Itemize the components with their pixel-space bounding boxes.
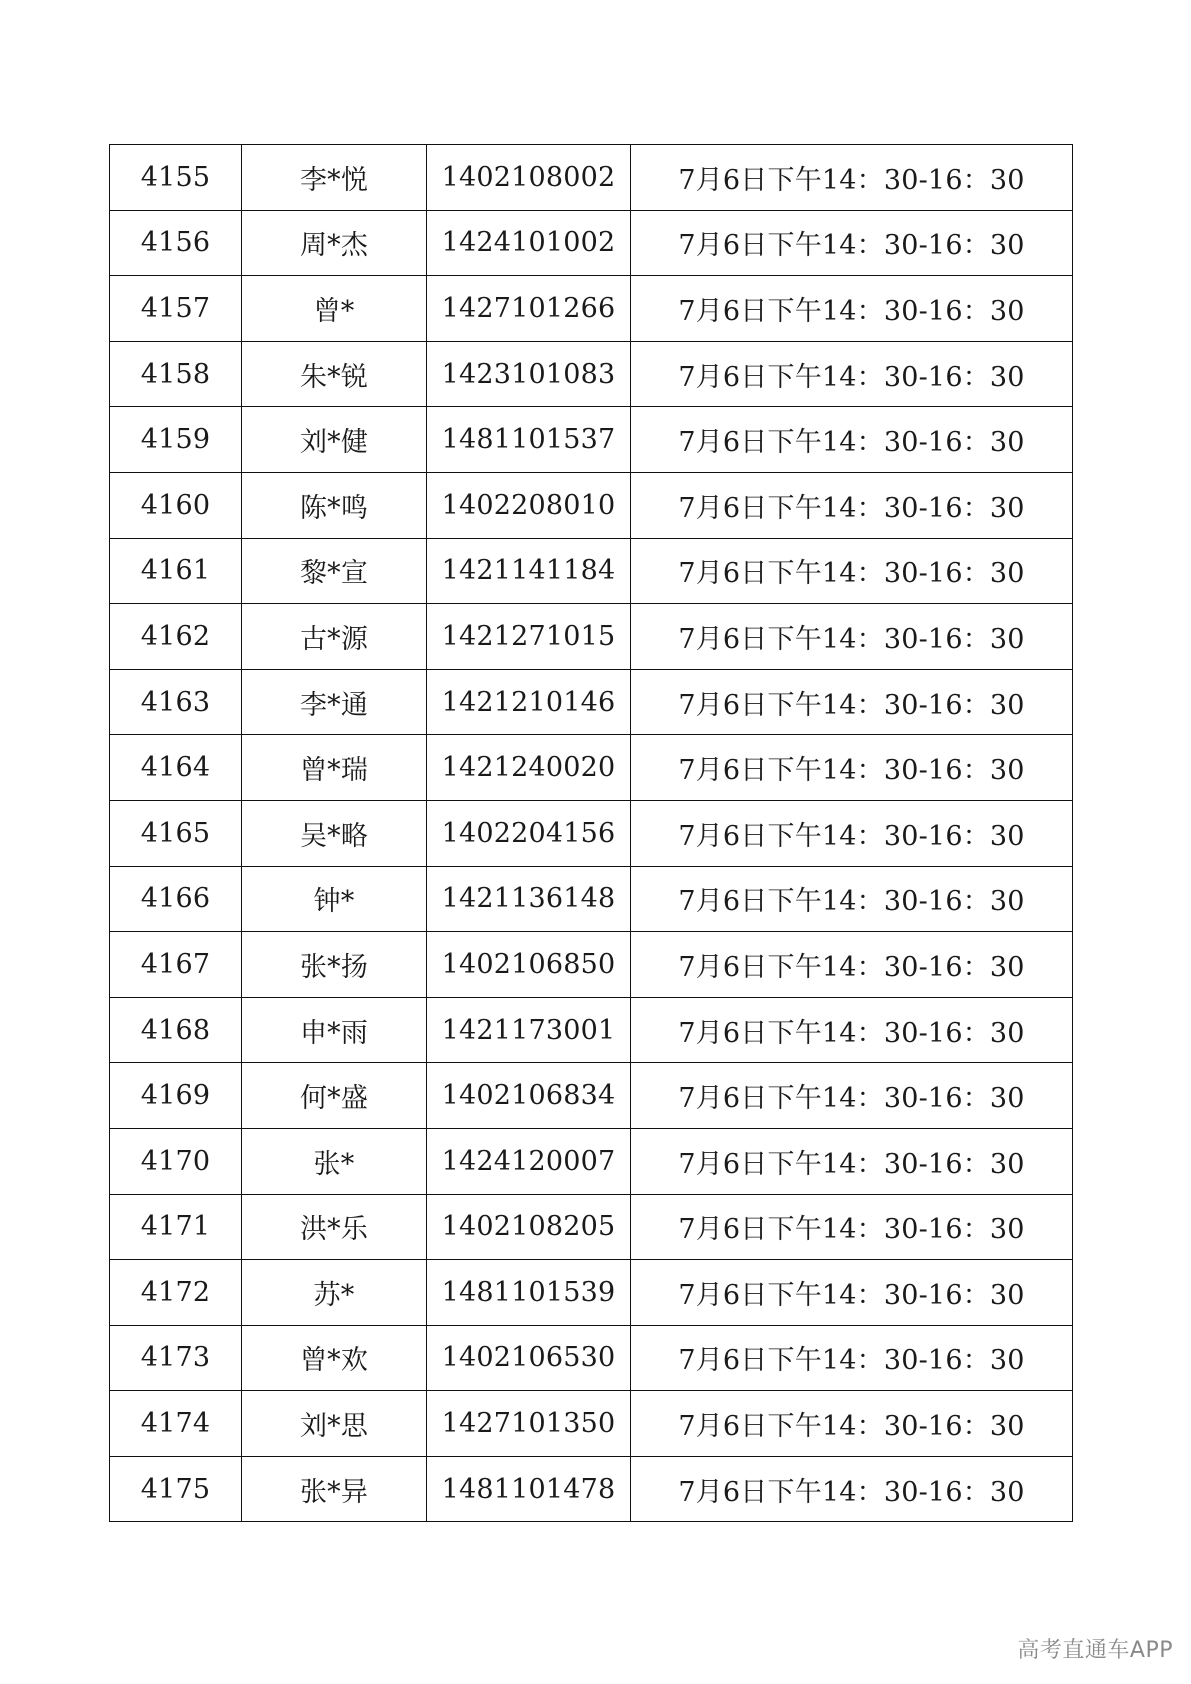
id-number-cell: 1402106850: [427, 932, 631, 998]
time-slot-cell: 7月6日下午14：30-16：30: [631, 1063, 1073, 1129]
id-number-cell: 1481101478: [427, 1456, 631, 1522]
seq-number-cell: 4167: [110, 932, 242, 998]
table-row: [110, 538, 1073, 604]
time-slot-cell: 7月6日下午14：30-16：30: [631, 145, 1073, 211]
id-number-cell: 1481101539: [427, 1260, 631, 1326]
seq-number-cell: 4168: [110, 997, 242, 1063]
table-row: [110, 276, 1073, 342]
time-slot-cell: 7月6日下午14：30-16：30: [631, 932, 1073, 998]
seq-number-cell: 4163: [110, 669, 242, 735]
table-row: [110, 1260, 1073, 1326]
name-cell: 曾*欢: [242, 1325, 427, 1391]
seq-number-cell: 4172: [110, 1260, 242, 1326]
time-slot-cell: 7月6日下午14：30-16：30: [631, 407, 1073, 473]
table-row: [110, 997, 1073, 1063]
table-row: [110, 145, 1073, 211]
time-slot-cell: 7月6日下午14：30-16：30: [631, 1456, 1073, 1522]
time-slot-cell: 7月6日下午14：30-16：30: [631, 341, 1073, 407]
name-cell: 李*悦: [242, 145, 427, 211]
table-row: [110, 1128, 1073, 1194]
time-slot-cell: 7月6日下午14：30-16：30: [631, 866, 1073, 932]
seq-number-cell: 4170: [110, 1128, 242, 1194]
name-cell: 刘*思: [242, 1391, 427, 1457]
seq-number-cell: 4160: [110, 472, 242, 538]
name-cell: 李*通: [242, 669, 427, 735]
name-cell: 朱*锐: [242, 341, 427, 407]
table-row: [110, 604, 1073, 670]
watermark-text: 高考直通车APP: [1017, 1638, 1173, 1663]
seq-number-cell: 4164: [110, 735, 242, 801]
name-cell: 陈*鸣: [242, 472, 427, 538]
table-row: [110, 341, 1073, 407]
table-row: [110, 866, 1073, 932]
id-number-cell: 1421141184: [427, 538, 631, 604]
seq-number-cell: 4174: [110, 1391, 242, 1457]
seq-number-cell: 4173: [110, 1325, 242, 1391]
time-slot-cell: 7月6日下午14：30-16：30: [631, 1325, 1073, 1391]
name-cell: 何*盛: [242, 1063, 427, 1129]
time-slot-cell: 7月6日下午14：30-16：30: [631, 1260, 1073, 1326]
id-number-cell: 1402106530: [427, 1325, 631, 1391]
name-cell: 申*雨: [242, 997, 427, 1063]
name-cell: 张*异: [242, 1456, 427, 1522]
table-row: [110, 1063, 1073, 1129]
time-slot-cell: 7月6日下午14：30-16：30: [631, 276, 1073, 342]
time-slot-cell: 7月6日下午14：30-16：30: [631, 997, 1073, 1063]
seq-number-cell: 4155: [110, 145, 242, 211]
seq-number-cell: 4165: [110, 800, 242, 866]
name-cell: 曾*: [242, 276, 427, 342]
seq-number-cell: 4171: [110, 1194, 242, 1260]
time-slot-cell: 7月6日下午14：30-16：30: [631, 210, 1073, 276]
table-row: [110, 735, 1073, 801]
name-cell: 曾*瑞: [242, 735, 427, 801]
seq-number-cell: 4158: [110, 341, 242, 407]
id-number-cell: 1402204156: [427, 800, 631, 866]
id-number-cell: 1402108205: [427, 1194, 631, 1260]
time-slot-cell: 7月6日下午14：30-16：30: [631, 735, 1073, 801]
id-number-cell: 1481101537: [427, 407, 631, 473]
seq-number-cell: 4159: [110, 407, 242, 473]
time-slot-cell: 7月6日下午14：30-16：30: [631, 1194, 1073, 1260]
id-number-cell: 1402208010: [427, 472, 631, 538]
id-number-cell: 1427101266: [427, 276, 631, 342]
roster-table-body: [110, 145, 1073, 1522]
seq-number-cell: 4175: [110, 1456, 242, 1522]
table-row: [110, 472, 1073, 538]
seq-number-cell: 4169: [110, 1063, 242, 1129]
name-cell: 古*源: [242, 604, 427, 670]
name-cell: 张*扬: [242, 932, 427, 998]
id-number-cell: 1421173001: [427, 997, 631, 1063]
seq-number-cell: 4156: [110, 210, 242, 276]
name-cell: 吴*略: [242, 800, 427, 866]
table-row: [110, 800, 1073, 866]
id-number-cell: 1423101083: [427, 341, 631, 407]
time-slot-cell: 7月6日下午14：30-16：30: [631, 800, 1073, 866]
name-cell: 刘*健: [242, 407, 427, 473]
id-number-cell: 1421271015: [427, 604, 631, 670]
id-number-cell: 1424101002: [427, 210, 631, 276]
id-number-cell: 1402108002: [427, 145, 631, 211]
name-cell: 洪*乐: [242, 1194, 427, 1260]
table-row: [110, 1391, 1073, 1457]
id-number-cell: 1421210146: [427, 669, 631, 735]
table-row: [110, 407, 1073, 473]
seq-number-cell: 4162: [110, 604, 242, 670]
roster-table: [109, 144, 1073, 1522]
table-row: [110, 210, 1073, 276]
id-number-cell: 1421136148: [427, 866, 631, 932]
time-slot-cell: 7月6日下午14：30-16：30: [631, 1128, 1073, 1194]
id-number-cell: 1402106834: [427, 1063, 631, 1129]
id-number-cell: 1421240020: [427, 735, 631, 801]
name-cell: 张*: [242, 1128, 427, 1194]
table-row: [110, 1194, 1073, 1260]
time-slot-cell: 7月6日下午14：30-16：30: [631, 604, 1073, 670]
time-slot-cell: 7月6日下午14：30-16：30: [631, 472, 1073, 538]
time-slot-cell: 7月6日下午14：30-16：30: [631, 1391, 1073, 1457]
name-cell: 苏*: [242, 1260, 427, 1326]
table-row: [110, 932, 1073, 998]
seq-number-cell: 4157: [110, 276, 242, 342]
time-slot-cell: 7月6日下午14：30-16：30: [631, 538, 1073, 604]
seq-number-cell: 4166: [110, 866, 242, 932]
id-number-cell: 1427101350: [427, 1391, 631, 1457]
table-row: [110, 1456, 1073, 1522]
name-cell: 钟*: [242, 866, 427, 932]
time-slot-cell: 7月6日下午14：30-16：30: [631, 669, 1073, 735]
name-cell: 周*杰: [242, 210, 427, 276]
name-cell: 黎*宣: [242, 538, 427, 604]
id-number-cell: 1424120007: [427, 1128, 631, 1194]
table-row: [110, 669, 1073, 735]
seq-number-cell: 4161: [110, 538, 242, 604]
table-row: [110, 1325, 1073, 1391]
